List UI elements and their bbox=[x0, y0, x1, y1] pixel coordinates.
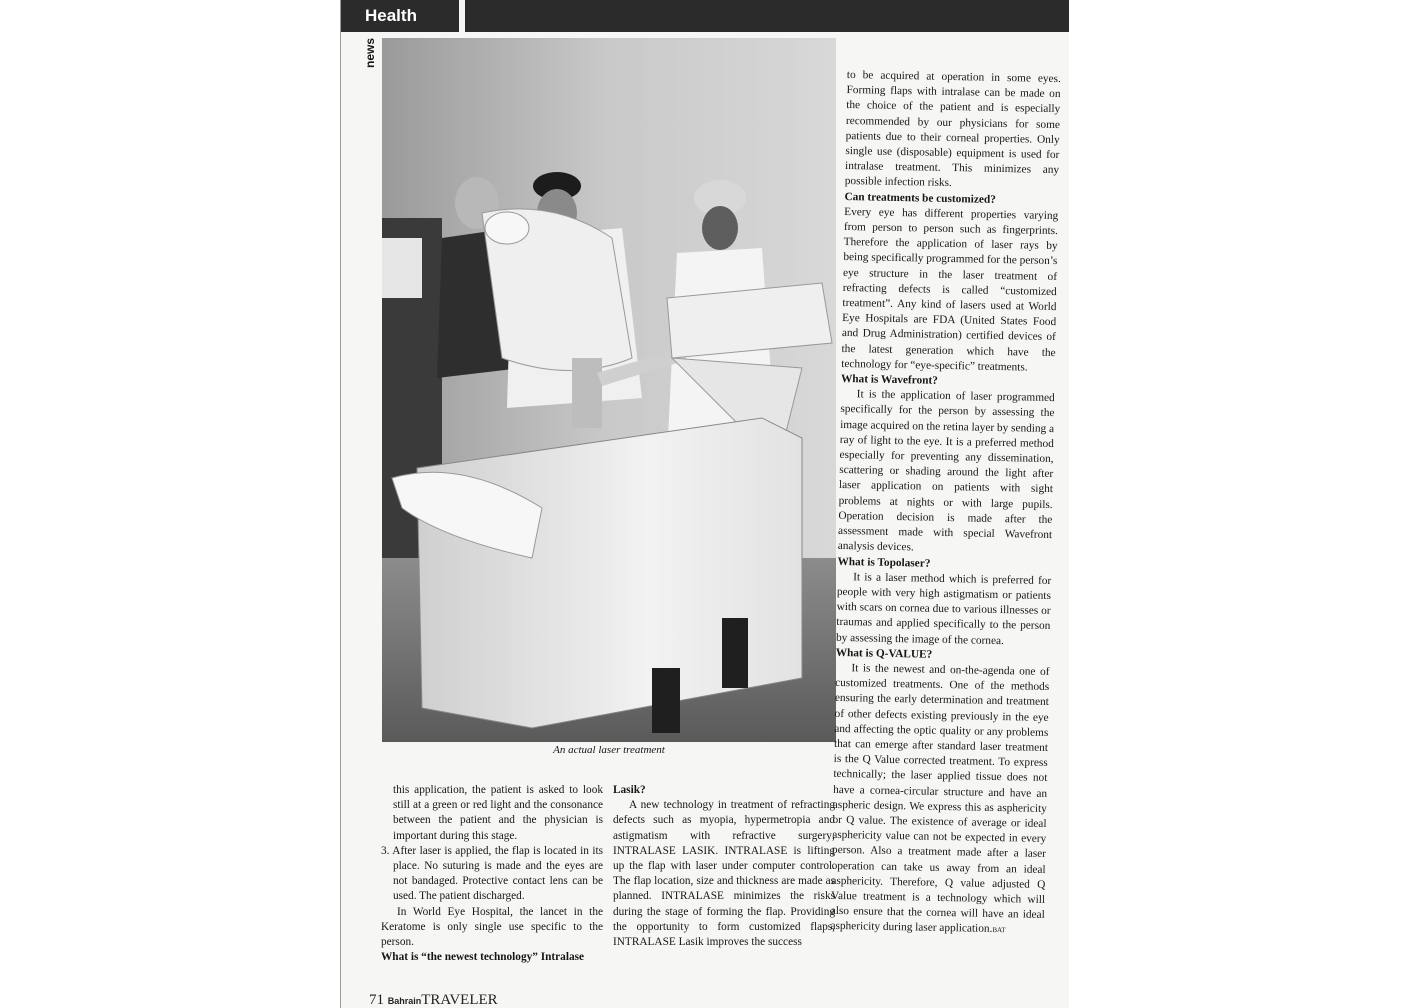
heading-wavefront: What is Wavefront? bbox=[840, 373, 939, 387]
page-footer bbox=[369, 992, 498, 1008]
right-paragraph-4: It is a laser method which is preferred for people with very high astigmatism or patients with scars on cornea due to various illnesses or traumas and applied specifically to the person by assessing the image of the cornea. bbox=[835, 570, 1052, 647]
brand-name: TRAVELER bbox=[421, 992, 498, 1008]
news-tag bbox=[359, 36, 381, 70]
left-paragraph-3: In World Eye Hospital, the lancet in the Keratome is only single use specific to the person. bbox=[381, 905, 603, 949]
photo-caption: An actual laser treatment bbox=[553, 744, 665, 756]
magazine-page bbox=[340, 0, 1069, 1008]
right-paragraph-5 bbox=[830, 661, 1049, 940]
middle-paragraph-1: A new technology in treatment of refracting defects such as myopia, hypermetropia and astigmatism with refractive surgery; INTRALASE LASIK. INTRALASE is lifting up the flap with laser under computer control. The flap location, size and thickness are made as planned. INTRALASE minimizes the risks during the stage of forming the flap. Providing the opportunity to form customized flaps, INTRALASE Lasik improves the success bbox=[613, 799, 835, 949]
heading-lasik: Lasik? bbox=[613, 784, 646, 796]
heading-customized: Can treatments be customized? bbox=[844, 190, 996, 206]
header-divider bbox=[459, 0, 465, 32]
heading-intralase: What is “the newest technology” Intralase bbox=[381, 951, 585, 964]
right-paragraph-2: Every eye has different properties varying from person to person such as fingerprints. Therefore the application of laser rays by being specifically programmed for the person’s eye structure in the laser treatment of refracting defects is called “customized treatment”. Any kind of lasers used at World Eye Hospitals are FDA (United States Food and Drug Administration) certified devices of the latest generation which have the technology for “eye-specific” treatments. bbox=[841, 205, 1059, 374]
photo-illustration bbox=[382, 38, 836, 742]
heading-topolaser: What is Topolaser? bbox=[837, 555, 931, 570]
column-left bbox=[381, 783, 603, 965]
brand-prefix: Bahrain bbox=[387, 996, 422, 1006]
q-value-text: It is the newest and on-the-agenda one of customized treatments. One of the methods ensuring the early determination and treatment of other defects existing previously in the eye and affecting the optic quality or any problems that can emerge after standard laser treatment is the Q Value corrected treatment. To express technically; the laser applied tissue does not have a cornea-circular structure and have an aspheric design. We express this as asphericity or Q value. The existence of average or ideal asphericity value can not be expected in every person. Also a treatment made after a laser operation can take us away from an ideal asphericity. Therefore, Q value adjusted Q Value treatment is a technology which will also ensure that the cornea will have an ideal asphericity during laser application. bbox=[830, 662, 1050, 936]
section-header-bar bbox=[341, 0, 1069, 32]
column-middle bbox=[613, 783, 835, 950]
left-paragraph-1: this application, the patient is asked to look still at a green or red light and the consonance between the patient and the physician is important during this stage. bbox=[393, 784, 603, 842]
end-mark: BAT bbox=[992, 926, 1006, 935]
heading-q-value: What is Q-VALUE? bbox=[835, 646, 933, 661]
column-right bbox=[830, 68, 1061, 940]
news-tag-label: news bbox=[363, 37, 377, 68]
right-paragraph-3: It is the application of laser programmed specifically for the person by assessing the image acquired on the retina layer by sending a ray of light to the eye. It is a preferred method especially for preventing any dissemination, scattering or shading around the light after laser application on patients with sight problems at nights or with large pupils. Operation decision is made after the assessment made with special Wavefront analysis devices. bbox=[837, 388, 1055, 554]
laser-treatment-photo bbox=[382, 38, 836, 742]
right-paragraph-1: to be acquired at operation in some eyes. Forming flaps with intralase can be made on the choice of the patient and is especially recommended by our physicians for some patients due to their corneal properties. Only single use (disposable) equipment is used for intralase treatment. This minimizes any possible infection risks. bbox=[844, 68, 1061, 190]
page-number: 71 bbox=[369, 992, 384, 1008]
section-title: Health bbox=[365, 6, 417, 25]
left-paragraph-2: 3. After laser is applied, the flap is located in its place. No suturing is made and the eyes are not bandaged. Protective contact lens can be used. The patient discharged. bbox=[381, 844, 603, 903]
